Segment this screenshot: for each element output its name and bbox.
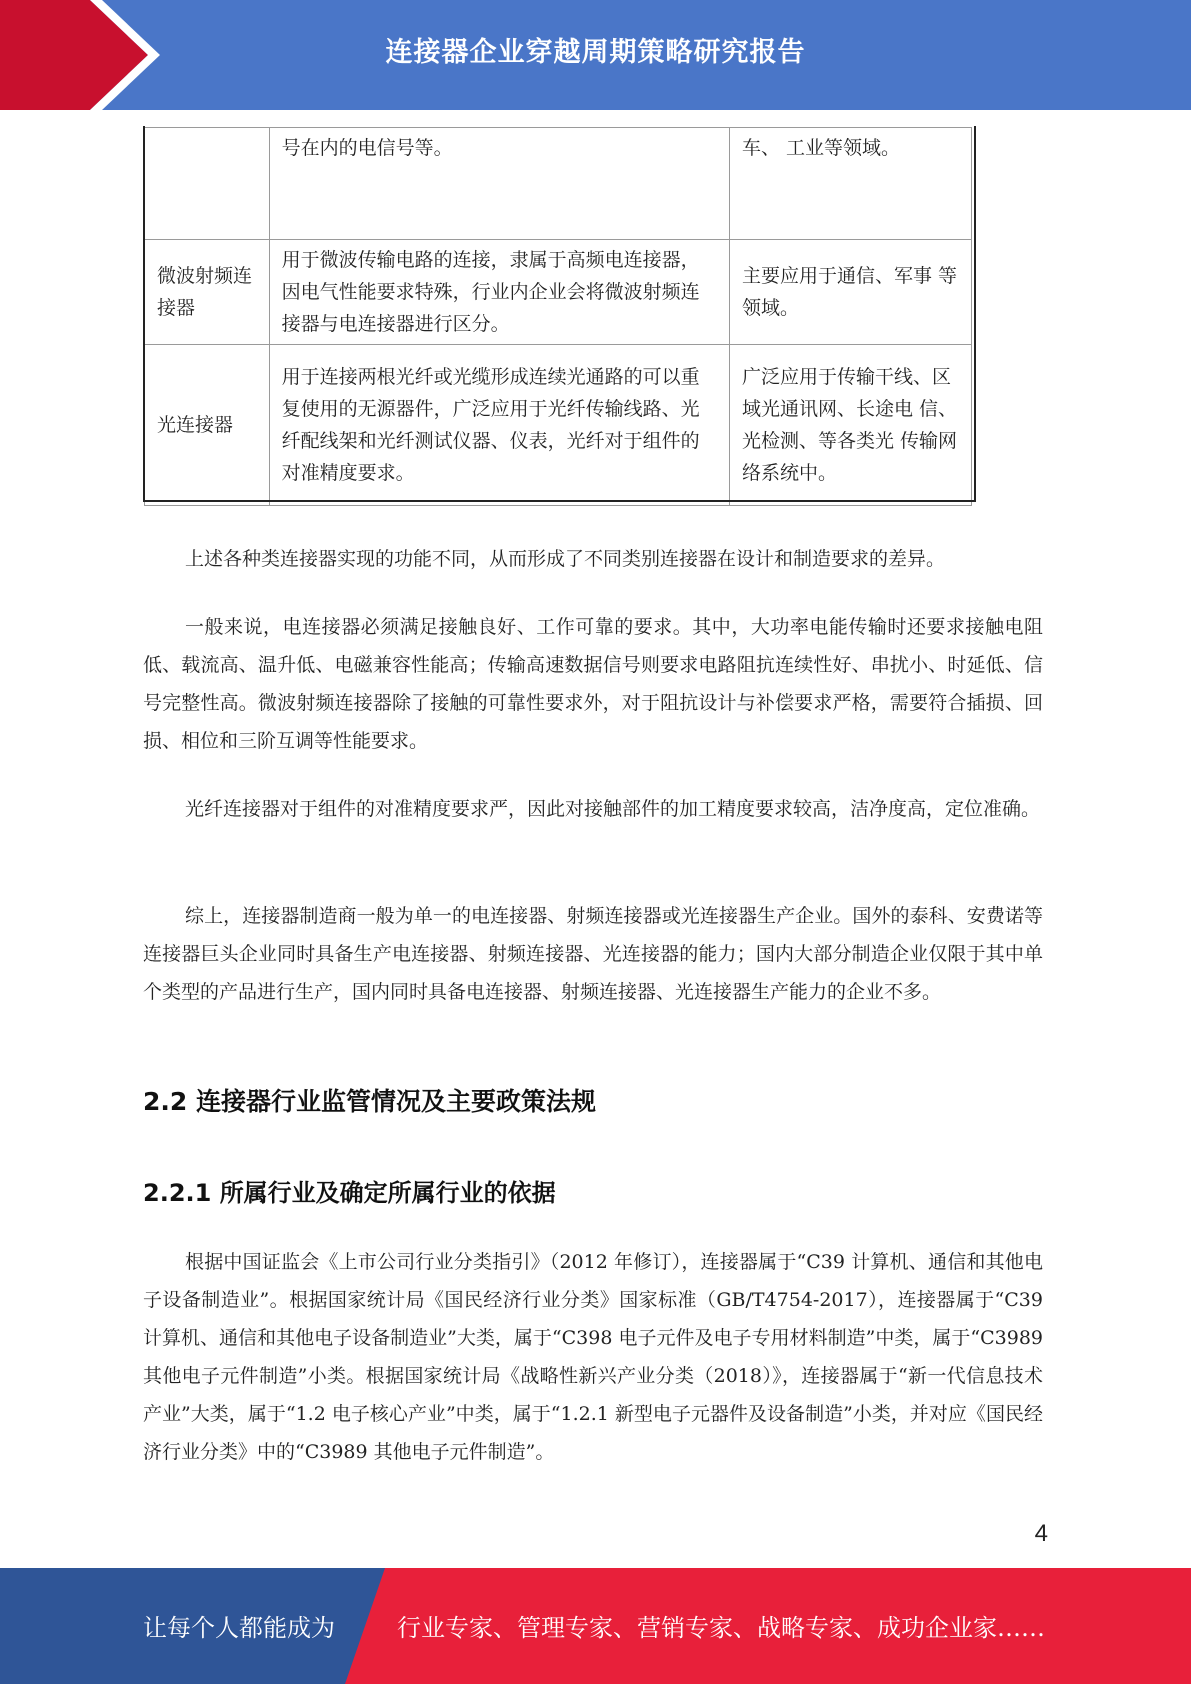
footer-slogan-left: 让每个人都能成为 [143,1614,335,1642]
paragraph: 光纤连接器对于组件的对准精度要求严，因此对接触部件的加工精度要求较高，洁净度高，定位准确。 [185,798,1041,820]
table-cell-desc: 用于连接两根光纤或光缆形成连续光通路的可以重复使用的无源器件，广泛应用于光纤传输线路、光纤配线架和光纤测试仪器、仪表，光纤对于组件的对准精度要求。 [269,345,729,506]
page-footer [0,1568,1191,1684]
table-row [145,240,972,345]
page-number: 4 [1034,1520,1048,1547]
table-cell-desc: 用于微波传输电路的连接，隶属于高频电连接器，因电气性能要求特殊，行业内企业会将微波射频连接器与电连接器进行区分。 [269,240,729,345]
table-cell-name: 微波射频连接器 [145,240,270,345]
table-cell-name: 光连接器 [145,345,270,506]
table-row [145,128,972,240]
paragraph: 根据中国证监会《上市公司行业分类指引》（2012 年修订），连接器属于“C39 计算机、通信和其他电子设备制造业”。根据国家统计局《国民经济行业分类》国家标准（GB/T4754-2017），连接器属于“C39 计算机、通信和其他电子设备制造业”大类，属于“C398 电子元件及电子专用材料制造”中类，属于“C3989 其他电子元件制造”小类。根据国家统计局《战略性新兴产业分类（2018）》，连接器属于“新一代信息技术产业”大类，属于“1.2 电子核心产业”中类，属于“1.2.1 新型电子元器件及设备制造”小类，并对应《国民经济行业分类》中的“C3989 其他电子元件制造”。 [143,1251,1043,1463]
table-cell-usage: 广泛应用于传输干线、区域光通讯网、长途电 信、光检测、等各类光 传输网络系统中。 [729,345,971,506]
paragraph: 综上，连接器制造商一般为单一的电连接器、射频连接器或光连接器生产企业。国外的泰科、安费诺等连接器巨头企业同时具备生产电连接器、射频连接器、光连接器的能力；国内大部分制造企业仅限于其中单个类型的产品进行生产，国内同时具备电连接器、射频连接器、光连接器生产能力的企业不多。 [143,905,1043,1003]
table-row [145,345,972,506]
footer-slogan-right: 行业专家、管理专家、营销专家、战略专家、成功企业家…… [397,1614,1045,1642]
paragraph: 上述各种类连接器实现的功能不同，从而形成了不同类别连接器在设计和制造要求的差异。 [185,548,946,570]
page-header [0,0,1191,110]
report-title: 连接器企业穿越周期策略研究报告 [385,37,806,68]
section-heading: 2.2 连接器行业监管情况及主要政策法规 [143,1087,596,1116]
table-cell-usage: 车、 工业等领域。 [729,128,971,240]
connector-types-table [144,127,972,506]
subsection-heading: 2.2.1 所属行业及确定所属行业的依据 [143,1179,556,1207]
table-cell-name [145,128,270,240]
table-cell-usage: 主要应用于通信、军事 等领域。 [729,240,971,345]
paragraph: 一般来说，电连接器必须满足接触良好、工作可靠的要求。其中，大功率电能传输时还要求接触电阻低、载流高、温升低、电磁兼容性能高；传输高速数据信号则要求电路阻抗连续性好、串扰小、时延低、信号完整性高。微波射频连接器除了接触的可靠性要求外，对于阻抗设计与补偿要求严格，需要符合插损、回损、相位和三阶互调等性能要求。 [143,616,1043,752]
table-cell-desc: 号在内的电信号等。 [269,128,729,240]
